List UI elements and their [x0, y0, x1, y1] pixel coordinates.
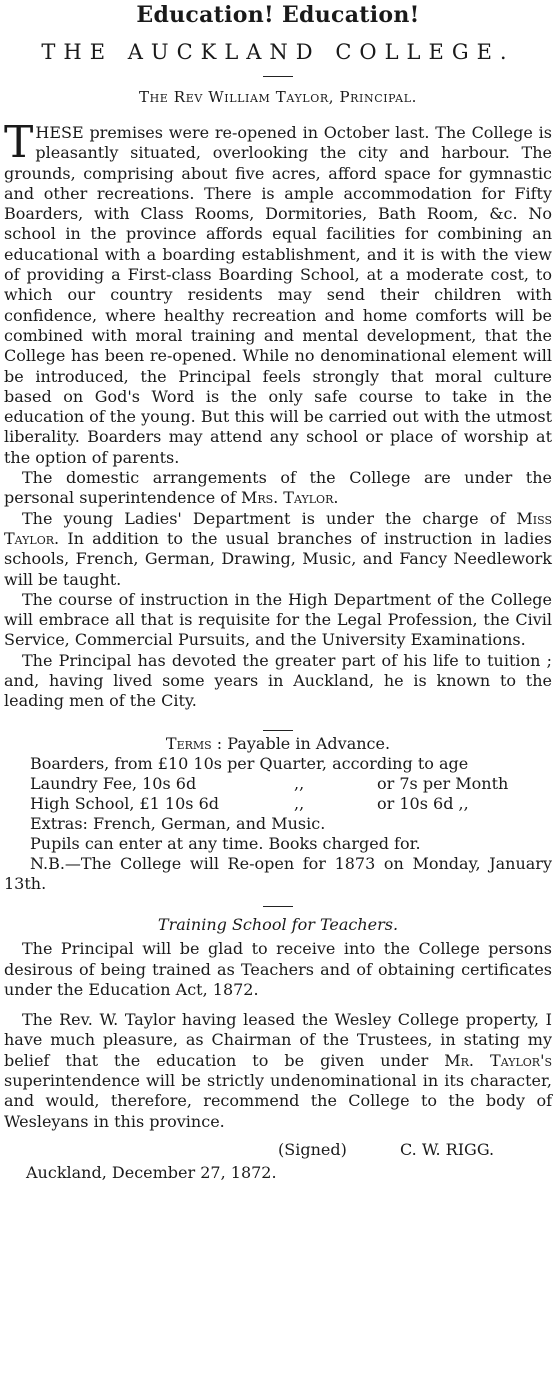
dropcap: T	[4, 117, 34, 168]
pupils-line: Pupils can enter at any time. Books charged for.	[30, 833, 421, 853]
terms-row	[4, 794, 552, 814]
principal-name: William Taylor	[208, 88, 329, 106]
terms-label: Terms :	[165, 733, 223, 753]
terms-alt: or 7s per Month	[377, 773, 509, 793]
divider-rule	[263, 906, 293, 907]
terms-row	[4, 754, 552, 774]
terms-item: Laundry Fee, 10s 6d	[30, 773, 197, 793]
endorsement-paragraph	[4, 1010, 552, 1132]
divider-rule	[263, 76, 293, 77]
intro-text: HESE premises were re-opened in October last. The College is pleasantly situated, overlooking the city and harbour. The grounds, comprising about five acres, afford space for gymnastic and other recreations. There is ample accommodation for Fifty Boarders, with Class Rooms, Dormitories, Bath Room, &c. No school in the province affords equal facilities for combining an educational with a boarding establishment, and it is with the view of providing a First-class Boarding School, at a moderate cost, to which our country residents may send their children with confidence, where healthy recreation and home comforts will be combined with moral training and mental development, that the College has been re-opened. While no denominational element will be introduced, the Principal feels strongly that moral culture based on God's Word is the only safe course to take in the education of the young. But this will be carried out with the utmost liberality. Boarders may attend any school or place of worship at the option of parents.	[4, 123, 552, 467]
principal-prefix: The Rev	[139, 88, 203, 106]
college-name: THE AUCKLAND COLLEGE.	[41, 40, 515, 64]
endorsement-after: superintendence will be strictly undenominational in its character, and would, therefore, recommend the College to the body of Wesleyans in this province.	[4, 1070, 552, 1131]
mr-taylor-name: Mr. Taylor's	[444, 1050, 552, 1070]
place-date: Auckland, December 27, 1872.	[26, 1162, 277, 1182]
signed-label: (Signed)	[278, 1139, 347, 1159]
terms-item: High School, £1 10s 6d	[30, 793, 220, 813]
terms-alt: or 10s 6d ,,	[377, 793, 469, 813]
ditto-mark: ,,	[294, 793, 305, 813]
principal-bio-paragraph: The Principal has devoted the greater part of his life to tuition ; and, having lived some years in Auckland, he is known to the leading men of the City.	[4, 650, 552, 711]
nota-bene: N.B.—The College will Re-open for 1873 on Monday, January 13th.	[4, 853, 552, 893]
terms-heading	[4, 734, 552, 754]
terms-item: Boarders, from £10 10s per Quarter, according to age	[30, 753, 469, 773]
high-department-paragraph: The course of instruction in the High Department of the College will embrace all that is requisite for the Legal Profession, the Civil Service, Commercial Pursuits, and the University Examinations.	[4, 589, 552, 650]
principal-line: The Rev William Taylor, Principal.	[139, 88, 417, 106]
principal-suffix: Principal.	[339, 88, 417, 106]
ditto-mark: ,,	[294, 773, 305, 793]
training-paragraph: The Principal will be glad to receive into the College persons desirous of being trained as Teachers and of obtaining certificates under the Education Act, 1872.	[4, 939, 552, 999]
ladies-text-after: In addition to the usual branches of instruction in ladies schools, French, German, Drawing, Music, and Fancy Needlework will be taught.	[4, 528, 553, 589]
training-heading: Training School for Teachers.	[157, 915, 399, 935]
endorsement-before: The Rev. W. Taylor having leased the Wesley College property, I have much pleasure, as Chairman of the Trustees, in stating my belief that the education to be given under	[4, 1010, 552, 1070]
extras-line: Extras: French, German, and Music.	[30, 813, 326, 833]
miss-taylor-name: Miss Taylor.	[4, 508, 552, 548]
ladies-text-before: The young Ladies' Department is under the charge of	[22, 508, 506, 528]
ladies-paragraph	[4, 509, 552, 590]
intro-paragraph	[4, 117, 552, 468]
terms-payable: Payable in Advance.	[227, 733, 391, 753]
signatory-name: C. W. RIGG.	[400, 1139, 495, 1159]
divider-rule	[263, 730, 293, 731]
domestic-text: The domestic arrangements of the College are under the personal superintendence of	[4, 468, 552, 508]
signature-line	[4, 1140, 552, 1162]
mrs-taylor-name: Mrs. Taylor.	[240, 488, 339, 508]
advertisement	[0, 2, 554, 1373]
domestic-paragraph	[4, 468, 552, 509]
terms-row	[4, 774, 552, 794]
headline: Education! Education!	[136, 2, 420, 28]
